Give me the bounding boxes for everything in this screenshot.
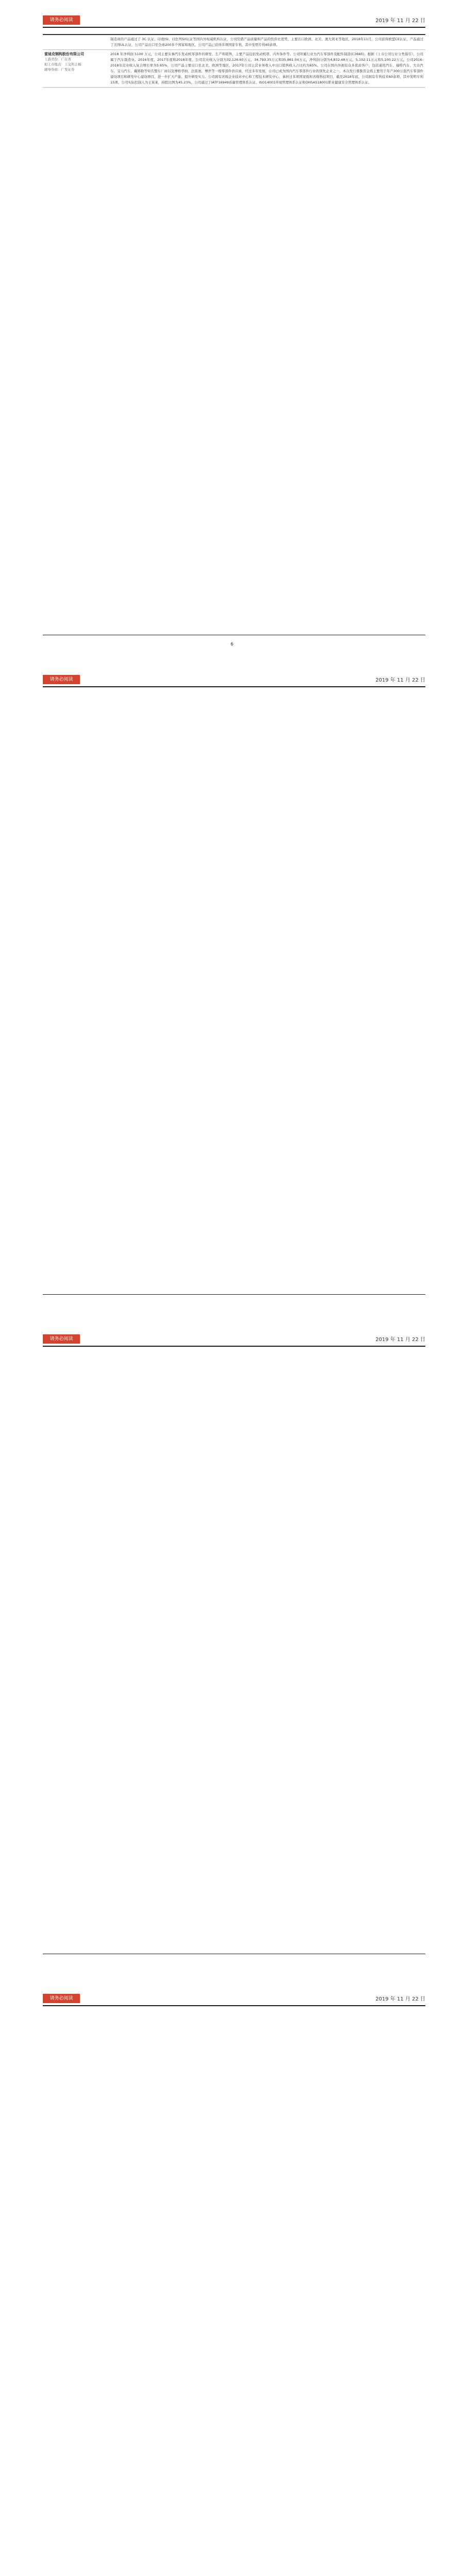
table-row: [43, 35, 425, 50]
company-meta: 辅导券商：广发证券: [44, 67, 75, 72]
company-cell: [43, 35, 108, 49]
header-rule: [43, 686, 425, 687]
table-row: [43, 50, 425, 88]
report-page-4: [0, 1978, 464, 2576]
company-meta: 拟上市地点：上交所主板: [44, 62, 81, 66]
header-rule: [43, 27, 425, 28]
header-badge: 请务必阅读: [43, 675, 80, 684]
report-page-2: [0, 659, 464, 1319]
header-rule: [43, 2005, 425, 2006]
report-page-3: [0, 1319, 464, 1978]
company-cell: [43, 50, 108, 87]
description-cell: [108, 50, 425, 87]
company-name: 雷迪克钢构股份有限公司: [44, 52, 84, 56]
ipo-table: [43, 34, 425, 88]
footer-rule: [43, 1294, 425, 1295]
header-badge: 请务必阅读: [43, 1994, 80, 2003]
description-cell: [108, 35, 425, 49]
header-rule: [43, 1346, 425, 1347]
header-date: 2019 年 11 月 22 日: [375, 1996, 425, 2002]
report-page-1: [0, 0, 464, 659]
company-meta: 上游省份：广东省: [44, 57, 71, 61]
header-date: 2019 年 11 月 22 日: [375, 1337, 425, 1343]
header-badge: 请务必阅读: [43, 15, 80, 25]
page-number: 6: [230, 642, 234, 647]
header-badge: 请务必阅读: [43, 1334, 80, 1344]
header-date: 2019 年 11 月 22 日: [375, 18, 425, 24]
header-date: 2019 年 11 月 22 日: [375, 677, 425, 683]
description-text: 2018 年净利润 5100 万元，公司主要从事汽车发动机零部件的研发、生产和销售，主要产品包括发动机罩、内外饰件等。公司所属行业为汽车零部件及配件制造(C3660)。根据《上市公司行业分类指引》，公司属于汽车制造业。2016年度、2017年度和2018年度，公司营业收入分别为32,126.60万元、34,793.35万元和35,861.04万元，净利润分别为4,832.48万元、5,102.11万元和5,100.22万元。公司2016-2018年营业收入复合增长率为5.65%，公司产品主要出口至北美、欧洲等地区，2017年公司主营业务收入中出口销售收入占比约为65%。公司在国内外拥有众多优质客户，包括通用汽车、福特汽车、大众汽车、宝马汽车、戴姆勒等知名整车厂商以及博格华纳、法雷奥、博世等一级零部件供应商，经过多年发展，公司已成为国内汽车零部件行业的领先企业之一。本次发行募集资金将主要用于年产300万套汽车零部件建设项目和研发中心建设项目，进一步扩大产能、提升研发实力。公司拥有省级企业技术中心和工程技术研究中心，承担过多项国家级和省级科技项目，截至2018年底，公司拥有专利技术60余项，其中发明专利15项。公司实际控制人为王某某，持股比例为45.23%，公司通过了IATF16949质量管理体系认证、ISO14001环境管理体系认证和OHSAS18001职业健康安全管理体系认证。: [110, 52, 423, 84]
description-text: 制造商的产品通过了 3C 认证、印度ISI、以色列SII认证等国内外权威机构认证，公司凭借产品质量和产品的性价比优势，主要出口欧洲、北美、澳大利亚等地区，2018年11月，公司获得欧盟CE认证，产品通过了美国UL认证，公司产品出口至全球200多个国家和地区，公司产品已获得多项国家专利，其中发明专利40余项。: [110, 37, 423, 47]
